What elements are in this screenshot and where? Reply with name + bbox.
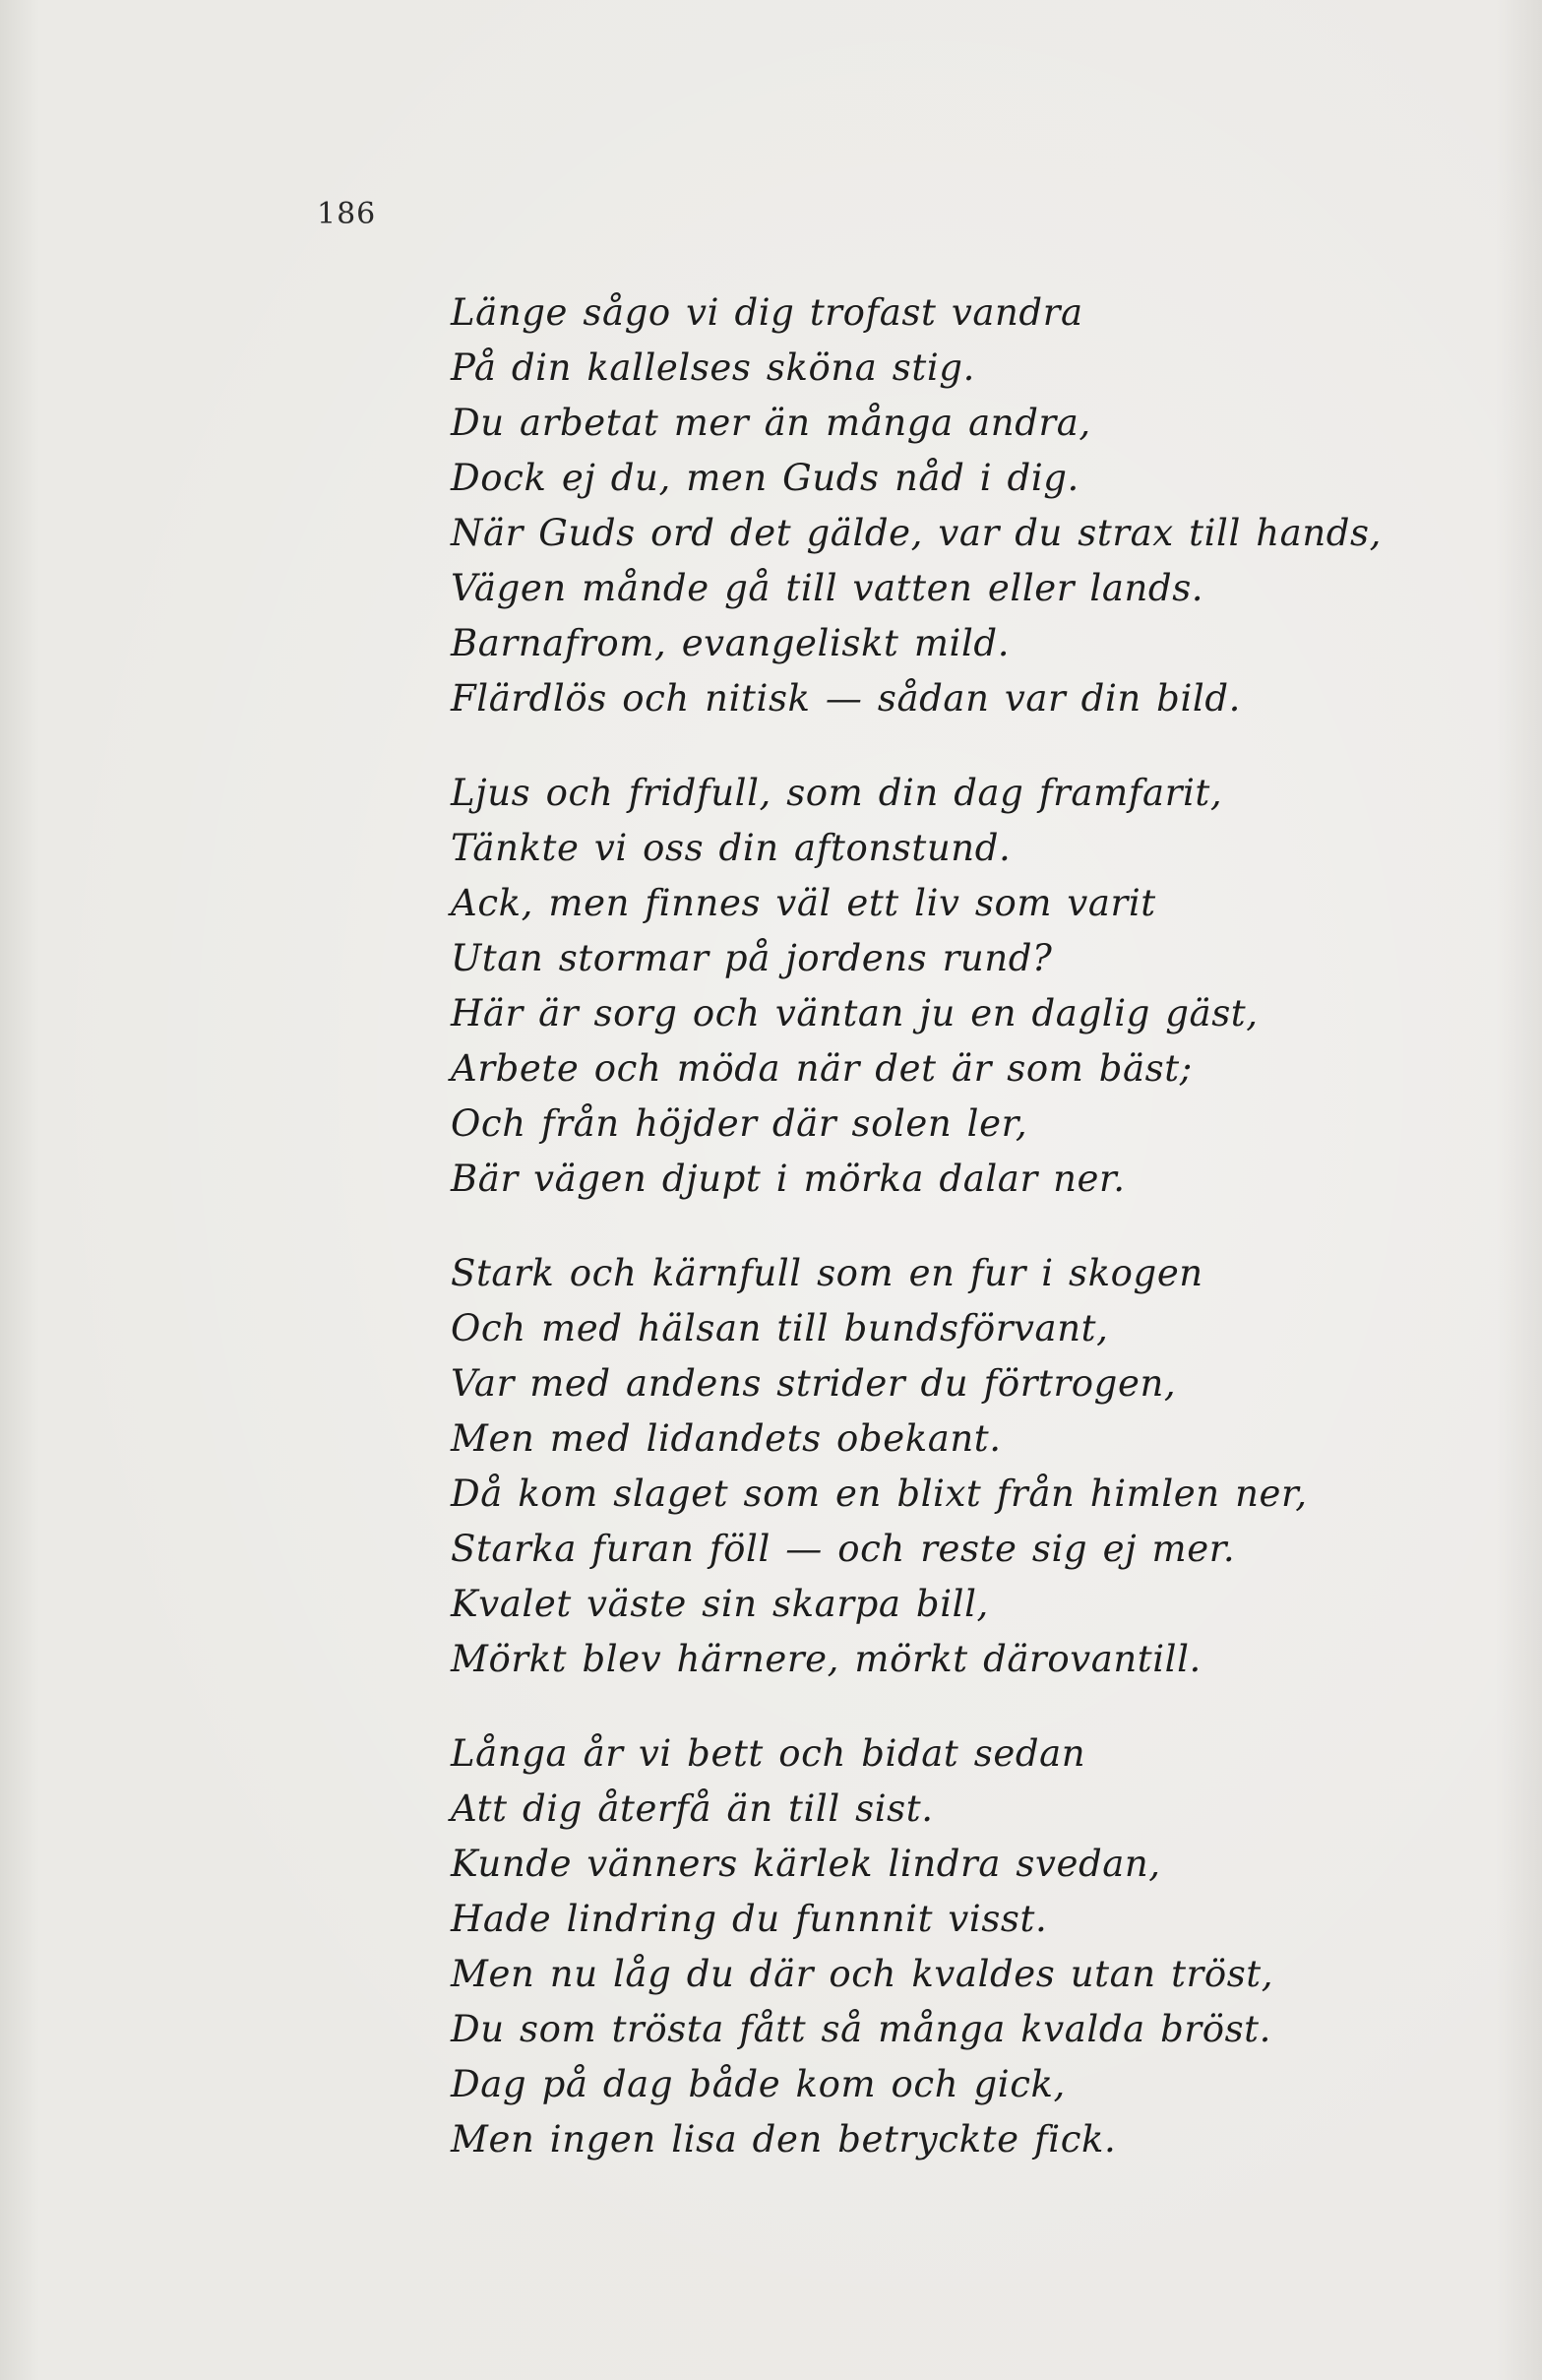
poem-line: Var med andens strider du förtrogen, bbox=[451, 1362, 1177, 1405]
poem-line: Men med lidandets obekant. bbox=[451, 1417, 1002, 1460]
poem-line: Bär vägen djupt i mörka dalar ner. bbox=[451, 1158, 1126, 1200]
poem-line: Men ingen lisa den betryckte fick. bbox=[451, 2118, 1117, 2161]
poem bbox=[451, 285, 1435, 2207]
stanza-1 bbox=[451, 285, 1435, 726]
poem-line: Ack, men finnes väl ett liv som varit bbox=[451, 882, 1156, 924]
poem-line: Tänkte vi oss din aftonstund. bbox=[451, 827, 1012, 869]
poem-line: När Guds ord det gälde, var du strax till hands, bbox=[451, 512, 1383, 554]
stanza-3 bbox=[451, 1246, 1435, 1687]
poem-line: Du arbetat mer än många andra, bbox=[451, 402, 1091, 444]
poem-line: Och med hälsan till bundsförvant, bbox=[451, 1307, 1109, 1349]
poem-line: Då kom slaget som en blixt från himlen ner, bbox=[451, 1472, 1308, 1515]
poem-line: Utan stormar på jordens rund? bbox=[451, 937, 1053, 979]
poem-line: På din kallelses sköna stig. bbox=[451, 346, 975, 389]
poem-line: Hade lindring du funnnit visst. bbox=[451, 1898, 1048, 1940]
poem-line: Stark och kärnfull som en fur i skogen bbox=[451, 1252, 1203, 1294]
poem-line: Länge sågo vi dig trofast vandra bbox=[451, 291, 1083, 334]
poem-line: Att dig återfå än till sist. bbox=[451, 1787, 934, 1830]
poem-line: Dag på dag både kom och gick, bbox=[451, 2063, 1066, 2105]
poem-line: Dock ej du, men Guds nåd i dig. bbox=[451, 457, 1079, 499]
poem-line: Barnafrom, evangeliskt mild. bbox=[451, 622, 1011, 664]
poem-line: Du som trösta fått så många kvalda bröst. bbox=[451, 2008, 1271, 2050]
poem-line: Vägen månde gå till vatten eller lands. bbox=[451, 567, 1204, 609]
poem-line: Här är sorg och väntan ju en daglig gäst, bbox=[451, 992, 1259, 1034]
stanza-4 bbox=[451, 1726, 1435, 2167]
page-number: 186 bbox=[317, 197, 377, 231]
poem-line: Flärdlös och nitisk — sådan var din bild. bbox=[451, 677, 1241, 720]
stanza-2 bbox=[451, 766, 1435, 1207]
poem-line: Mörkt blev härnere, mörkt därovantill. bbox=[451, 1638, 1202, 1680]
poem-line: Och från höjder där solen ler, bbox=[451, 1102, 1028, 1145]
poem-line: Starka furan föll — och reste sig ej mer. bbox=[451, 1528, 1236, 1570]
poem-line: Ljus och fridfull, som din dag framfarit, bbox=[451, 772, 1223, 814]
poem-line: Arbete och möda när det är som bäst; bbox=[451, 1047, 1193, 1090]
poem-line: Kunde vänners kärlek lindra svedan, bbox=[451, 1843, 1161, 1885]
poem-line: Långa år vi bett och bidat sedan bbox=[451, 1732, 1086, 1775]
poem-line: Kvalet väste sin skarpa bill, bbox=[451, 1583, 989, 1625]
poem-line: Men nu låg du där och kvaldes utan tröst, bbox=[451, 1953, 1274, 1995]
